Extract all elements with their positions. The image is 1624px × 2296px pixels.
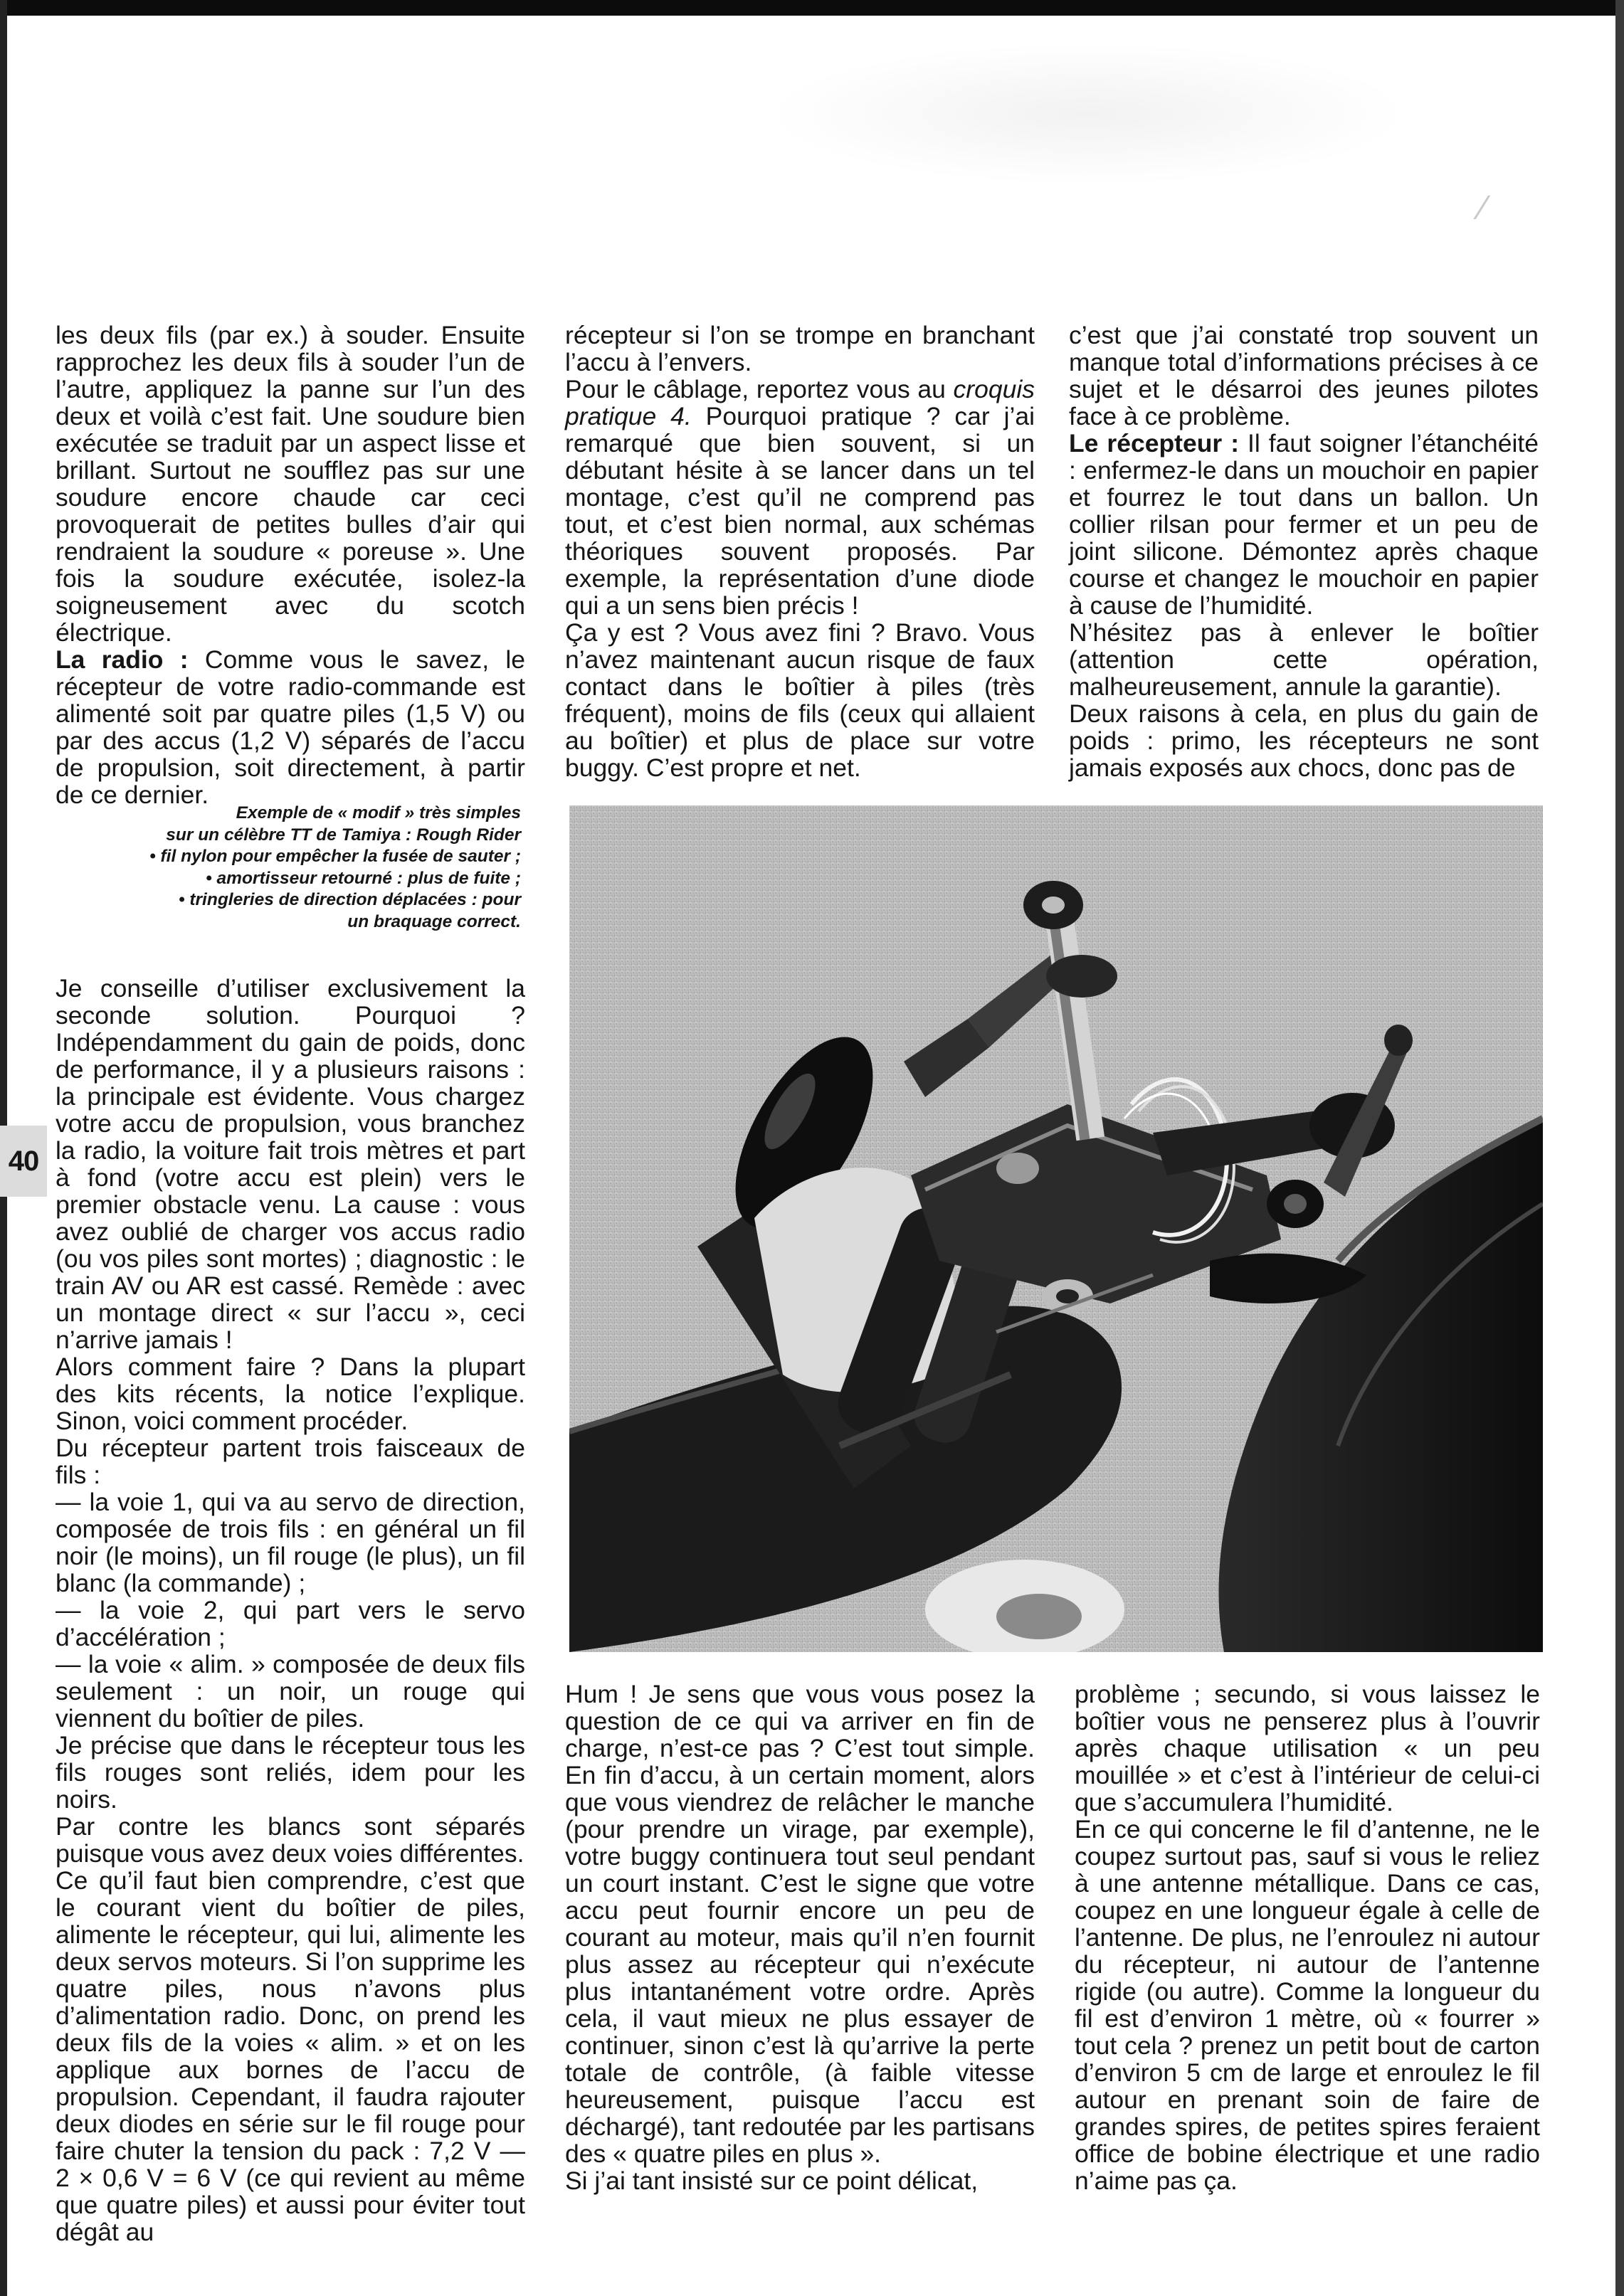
paragraph-body: Il faut soigner l’étanchéité : enfermez-le dans un mouchoir en papier et fourrez le tout dans un ballon. Un collier rilsan pour fermer et un peu de joint silicone. Démontez après chaque course et changez le mouchoir en papier à cause de l’humidité. [1069, 429, 1539, 620]
paragraph: Si j’ai tant insisté sur ce point délicat, [565, 2167, 979, 2195]
caption-line: sur un célèbre TT de Tamiya : Rough Rider [166, 825, 521, 845]
paragraph: — la voie « alim. » composée de deux fils seulement : un noir, un rouge qui viennent du boîtier de piles. [56, 1650, 525, 1732]
paragraph-text: Pourquoi pratique ? car j’ai remarqué que bien souvent, si un débutant hésite à se lancer dans un tel montage, c’est qu’il ne comprend pas tout, et c’est bien normal, aux schémas théoriques souvent proposés. Par exemple, la représentation d’une diode qui a un sens bien précis ! [565, 402, 1035, 620]
paragraph: c’est que j’ai constaté trop souvent un manque total d’informations précises à ce sujet et le désarroi des jeunes pilotes face à ce problème. [1069, 321, 1539, 430]
paragraph: — la voie 1, qui va au servo de direction, composée de trois fils : en général un fil noir (le moins), un fil rouge (le plus), un fil blanc (la commande) ; [56, 1488, 525, 1597]
caption-line: • fil nylon pour empêcher la fusée de sauter ; [149, 847, 521, 866]
scan-smudge [769, 43, 1409, 185]
paragraph: Du récepteur partent trois faisceaux de fils : [56, 1434, 525, 1489]
photo-caption [85, 803, 521, 933]
article-column-3-top [1069, 322, 1539, 781]
caption-line: un braquage correct. [347, 911, 521, 931]
paragraph: Par contre les blancs sont séparés puisque vous avez deux voies différentes. [56, 1812, 525, 1868]
page-number: 40 [0, 1126, 47, 1197]
paragraph: Alors comment faire ? Dans la plupart des kits récents, la notice l’explique. Sinon, voici comment procéder. [56, 1353, 525, 1435]
scan-top-border [0, 0, 1624, 16]
paragraph [565, 376, 1035, 619]
figure-reference: croquis pratique 4. [565, 375, 1035, 430]
article-column-2-bottom [565, 1681, 1035, 2194]
section-heading: Le récepteur : [1069, 429, 1240, 457]
paragraph-text: Pour le câblage, reportez vous au [565, 375, 954, 403]
article-column-2-top [565, 322, 1035, 781]
paragraph: — la voie 2, qui part vers le servo d’accélération ; [56, 1596, 525, 1651]
front-suspension-photo [569, 805, 1543, 1652]
paragraph: les deux fils (par ex.) à souder. Ensuite rapprochez les deux fils à souder l’un de l’autre, appliquez la panne sur l’un des deux et voilà c’est fait. Une soudure bien exécutée se traduit par un aspect lisse et brillant. Surtout ne soufflez pas sur une soudure encore chaude car ceci provoquerait de petites bulles d’air qui rendraient la soudure « poreuse ». Une fois la soudure exécutée, isolez-la soigneusement avec du scotch électrique. [56, 321, 525, 647]
paragraph: problème ; secundo, si vous laissez le boîtier vous ne penserez plus à l’ouvrir après chaque utilisation « un peu mouillée » et c’est à l’intérieur de celui-ci que s’accumulera l’humidité. [1075, 1680, 1540, 1816]
article-column-3-bottom [1075, 1681, 1540, 2194]
paragraph: Hum ! Je sens que vous vous posez la question de ce qui va arriver en fin de charge, n’est-ce pas ? C’est tout simple. En fin d’accu, à un certain moment, alors que vous viendrez de relâcher le manche (pour prendre un virage, par exemple), votre buggy continuera tout seul pendant un court instant. C’est le signe que votre accu peut fournir encore un peu de courant au moteur, mais qu’il n’en fournit plus assez au récepteur qui n’exécute plus intantanément votre ordre. Après cela, il vaut mieux ne plus essayer de continuer, sinon c’est là qu’arrive la perte totale de contrôle, (à faible vitesse heureusement, puisque l’accu est déchargé), tant redoutée par les partisans des « quatre piles en plus ». [565, 1680, 1035, 2168]
caption-line: • tringleries de direction déplacées : pour [178, 890, 521, 909]
paragraph-body: Comme vous le savez, le récepteur de votre radio-commande est alimenté soit par quatre piles (1,5 V) ou par des accus (1,2 V) séparés de l’accu de propulsion, soit directement, à partir de ce dernier. [56, 645, 525, 809]
scan-mark: ⁄ [1480, 189, 1487, 227]
scan-right-border [1615, 0, 1624, 2296]
paragraph: Ce qu’il faut bien comprendre, c’est que le courant vient du boîtier de piles, alimente le récepteur, qui lui, alimente les deux servos moteurs. Si l’on supprime les quatre piles, nous n’avons plus d’alimentation radio. Donc, on prend les deux fils de la voies « alim. » et on les applique aux bornes de l’accu de propulsion. Cependant, il faudra rajouter deux diodes en série sur le fil rouge pour faire chuter la tension du pack : 7,2 V — 2 × 0,6 V = 6 V (ce qui revient au même que quatre piles) et aussi pour éviter tout dégât au [56, 1866, 525, 2246]
paragraph [56, 646, 525, 808]
article-column-1-bottom [56, 975, 525, 2245]
paragraph: En ce qui concerne le fil d’antenne, ne le coupez surtout pas, sauf si vous le reliez à une antenne métallique. Dans ce cas, coupez en une longueur égale à celle de l’antenne. De plus, ne l’enroulez ni autour du récepteur, ni autour de l’antenne rigide (ou autre). Comme la longueur du fil est d’environ 1 mètre, où « fourrer » tout cela ? prenez un petit bout de carton d’environ 5 cm de large et enroulez le fil autour en prenant soin de faire de grandes spires, de petites spires feraient office de bobine électrique et une radio n’aime pas ça. [1075, 1815, 1540, 2195]
article-column-1-top [56, 322, 525, 808]
paragraph: Deux raisons à cela, en plus du gain de poids : primo, les récepteurs ne sont jamais exposés aux chocs, donc pas de [1069, 699, 1539, 782]
paragraph: Ça y est ? Vous avez fini ? Bravo. Vous n’avez maintenant aucun risque de faux contact dans le boîtier à piles (très fréquent), moins de fils (ceux qui allaient au boîtier) et plus de place sur votre buggy. C’est propre et net. [565, 618, 1035, 782]
paragraph: récepteur si l’on se trompe en branchant l’accu à l’envers. [565, 321, 1035, 376]
paragraph: Je conseille d’utiliser exclusivement la seconde solution. Pourquoi ? Indépendamment du gain de poids, donc de performance, il y a plusieurs raisons : la principale est évidente. Vous chargez votre accu de propulsion, vous branchez la radio, la voiture fait trois mètres et part à fond (votre accu est plein) vers le premier obstacle venu. La cause : vous avez oublié de charger vos accus radio (ou vos piles sont mortes) ; diagnostic : le train AV ou AR est cassé. Remède : avec un montage direct « sur l’accu », ceci n’arrive jamais ! [56, 974, 525, 1354]
section-heading: La radio : [56, 645, 189, 674]
paragraph: Je précise que dans le récepteur tous les fils rouges sont reliés, idem pour les noirs. [56, 1731, 525, 1814]
caption-line: Exemple de « modif » très simples [236, 803, 521, 822]
caption-line: • amortisseur retourné : plus de fuite ; [206, 868, 521, 888]
paragraph: N’hésitez pas à enlever le boîtier (attention cette opération, malheureusement, annule la garantie). [1069, 618, 1539, 701]
paragraph [1069, 430, 1539, 619]
